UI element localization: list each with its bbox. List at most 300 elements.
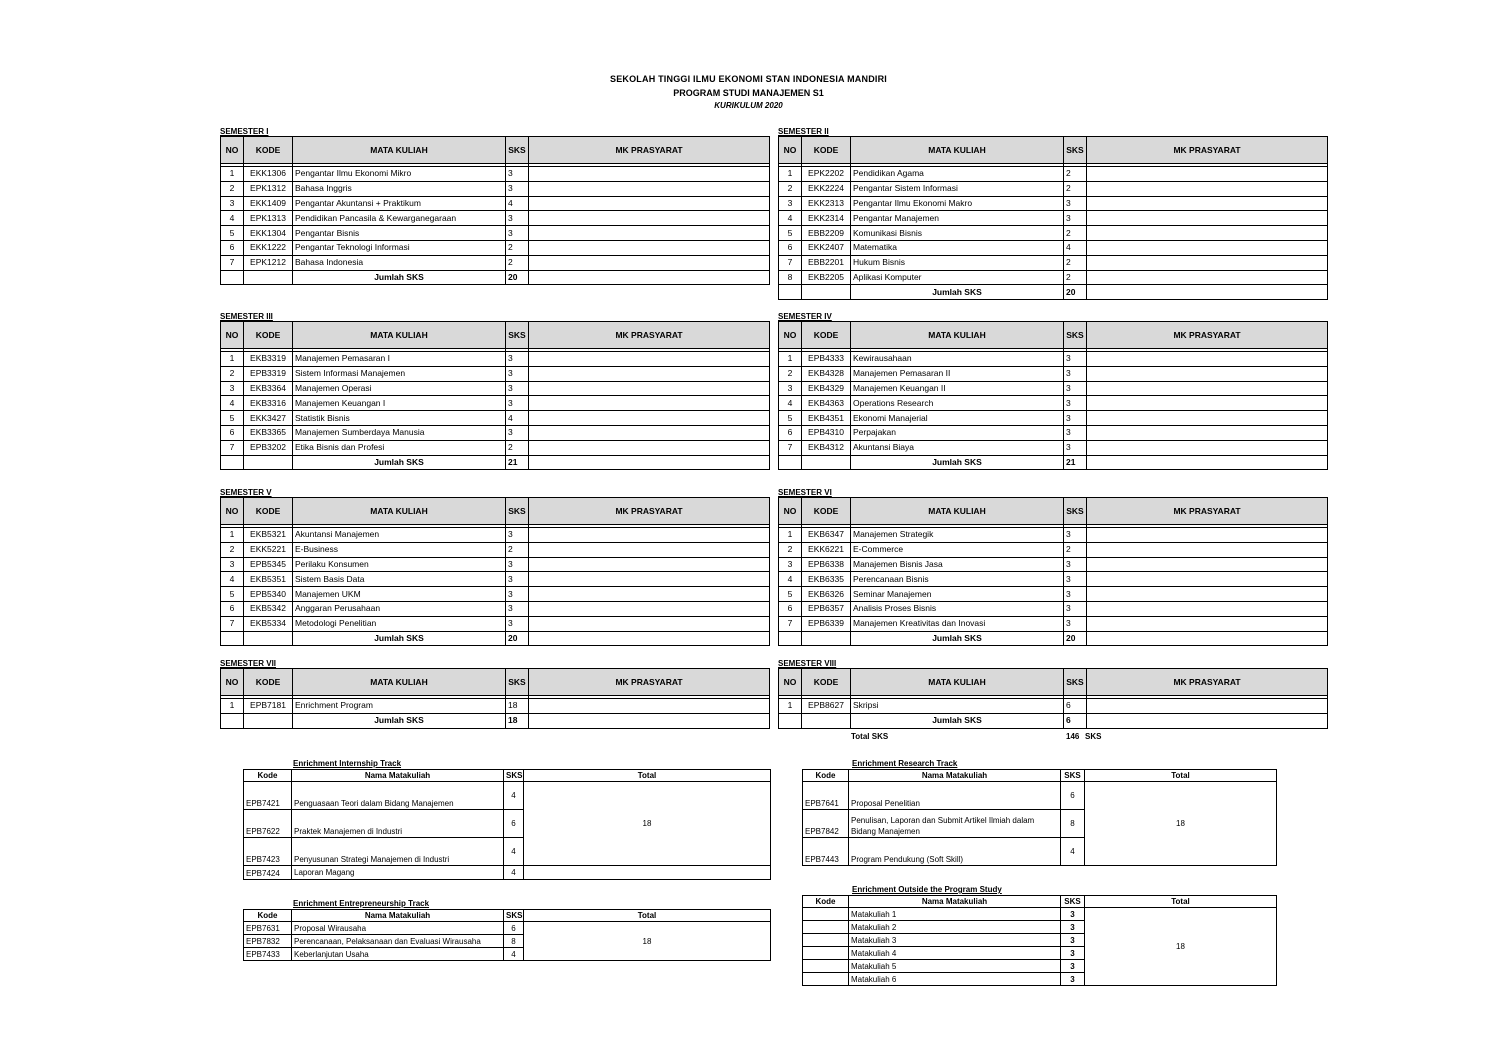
row-sks: 4	[504, 948, 524, 961]
row-no: 1	[779, 528, 802, 543]
row-kode: EKB5351	[244, 572, 293, 587]
row-kode: EPB3319	[244, 366, 293, 381]
row-sks: 3	[1061, 908, 1085, 921]
col-mk-header: MATA KULIAH	[851, 322, 1064, 349]
row-no: 1	[779, 699, 802, 714]
col-kode-header: KODE	[802, 322, 851, 349]
total-prasyarat	[1087, 285, 1328, 300]
table-row	[779, 572, 1328, 587]
row-nama: Matakuliah 3	[849, 934, 1061, 947]
row-no: 3	[779, 557, 802, 572]
row-no: 3	[779, 196, 802, 211]
total-sks: 20	[1064, 631, 1087, 646]
row-prasyarat	[1087, 699, 1328, 714]
semester-block	[778, 488, 1328, 646]
row-kode: EKB5334	[244, 616, 293, 631]
row-kode: EKB3364	[244, 381, 293, 396]
col-kode-header: Kode	[244, 770, 292, 782]
total-sks: 6	[1064, 713, 1087, 728]
row-mata-kuliah: Pengantar Ilmu Ekonomi Makro	[851, 196, 1064, 211]
row-kode: EBB2201	[802, 255, 851, 270]
col-mk-header: MATA KULIAH	[293, 498, 506, 525]
row-kode: EKB4328	[802, 366, 851, 381]
table-row	[779, 196, 1328, 211]
grand-total-value: 146	[1066, 732, 1080, 741]
row-sks: 3	[1064, 587, 1087, 602]
table-row	[221, 425, 770, 440]
row-kode: EKB3316	[244, 396, 293, 411]
row-sks: 8	[504, 935, 524, 948]
semester-table	[220, 136, 770, 285]
row-prasyarat	[1087, 587, 1328, 602]
col-sks-header: SKS	[506, 137, 529, 164]
row-kode: EKK1222	[244, 240, 293, 255]
row-sks: 3	[1061, 960, 1085, 973]
row-sks: 3	[1064, 211, 1087, 226]
table-row	[779, 699, 1328, 714]
row-mata-kuliah: Perilaku Konsumen	[293, 557, 506, 572]
table-row	[779, 240, 1328, 255]
row-mata-kuliah: Manajemen Strategik	[851, 528, 1064, 543]
col-prasyarat-header: MK PRASYARAT	[529, 322, 770, 349]
row-mata-kuliah: E-Commerce	[851, 542, 1064, 557]
row-prasyarat	[529, 181, 770, 196]
total-prasyarat	[1087, 631, 1328, 646]
track-total: 18	[524, 922, 771, 961]
total-sks: 21	[506, 455, 529, 470]
row-sks: 3	[506, 601, 529, 616]
col-kode-header: KODE	[244, 322, 293, 349]
row-prasyarat	[529, 396, 770, 411]
row-prasyarat	[1087, 601, 1328, 616]
row-no: 5	[779, 411, 802, 426]
row-mata-kuliah: Kewirausahaan	[851, 352, 1064, 367]
total-blank	[244, 713, 293, 728]
total-prasyarat	[529, 713, 770, 728]
table-header-row	[803, 770, 1277, 782]
semester-table	[220, 497, 770, 646]
row-kode: EKK1409	[244, 196, 293, 211]
row-mata-kuliah: Matematika	[851, 240, 1064, 255]
row-no: 7	[779, 440, 802, 455]
row-prasyarat	[529, 542, 770, 557]
row-prasyarat	[1087, 181, 1328, 196]
row-prasyarat	[529, 366, 770, 381]
row-nama: Matakuliah 2	[849, 921, 1061, 934]
row-kode: EKB3319	[244, 352, 293, 367]
row-no: 3	[221, 196, 244, 211]
semester-table	[778, 136, 1328, 300]
total-blank	[802, 713, 851, 728]
row-prasyarat	[1087, 352, 1328, 367]
row-kode: EKB6326	[802, 587, 851, 602]
row-kode: EBB2209	[802, 226, 851, 241]
row-prasyarat	[1087, 240, 1328, 255]
table-row	[221, 699, 770, 714]
table-row	[221, 167, 770, 182]
enrichment-title: Enrichment Research Track	[852, 759, 958, 768]
row-sks: 3	[506, 167, 529, 182]
total-blank	[244, 455, 293, 470]
row-no: 2	[221, 366, 244, 381]
row-sks: 4	[1061, 838, 1085, 866]
row-kode: EKK5221	[244, 542, 293, 557]
semester-table	[220, 321, 770, 470]
total-row	[779, 713, 1328, 728]
table-row	[779, 226, 1328, 241]
row-kode: EKK3427	[244, 411, 293, 426]
row-sks: 3	[1064, 411, 1087, 426]
table-row	[779, 181, 1328, 196]
row-no: 6	[221, 601, 244, 616]
row-sks: 3	[1064, 616, 1087, 631]
table-row	[221, 240, 770, 255]
table-row	[244, 922, 771, 935]
row-mata-kuliah: Manajemen Sumberdaya Manusia	[293, 425, 506, 440]
row-no: 2	[221, 181, 244, 196]
row-kode: EKK1306	[244, 167, 293, 182]
row-sks: 2	[1064, 167, 1087, 182]
table-row	[221, 557, 770, 572]
table-header-row	[221, 669, 770, 696]
col-mk-header: MATA KULIAH	[293, 137, 506, 164]
row-kode: EPB7832	[244, 935, 292, 948]
col-kode-header: Kode	[803, 770, 849, 782]
row-kode: EPB7181	[244, 699, 293, 714]
row-prasyarat	[529, 240, 770, 255]
row-sks: 3	[506, 352, 529, 367]
row-mata-kuliah: Operations Research	[851, 396, 1064, 411]
row-prasyarat	[1087, 366, 1328, 381]
row-kode: EPB4310	[802, 425, 851, 440]
total-sks: 20	[1064, 285, 1087, 300]
grand-total-label: Total SKS	[851, 732, 889, 741]
row-sks: 3	[506, 211, 529, 226]
col-prasyarat-header: MK PRASYARAT	[1087, 322, 1328, 349]
table-header-row	[803, 896, 1277, 908]
total-row	[779, 285, 1328, 300]
row-mata-kuliah: Anggaran Perusahaan	[293, 601, 506, 616]
row-kode	[803, 934, 849, 947]
col-no-header: NO	[221, 669, 244, 696]
track-total: 18	[1085, 908, 1277, 986]
row-sks: 3	[1064, 572, 1087, 587]
row-nama: Proposal Wirausaha	[292, 922, 504, 935]
row-prasyarat	[529, 352, 770, 367]
table-row	[221, 255, 770, 270]
row-kode: EPK1212	[244, 255, 293, 270]
col-sks-header: SKS	[504, 770, 524, 782]
row-kode: EKB4312	[802, 440, 851, 455]
row-mata-kuliah: Pendidikan Pancasila & Kewarganegaraan	[293, 211, 506, 226]
row-nama: Matakuliah 4	[849, 947, 1061, 960]
total-sks: 20	[506, 631, 529, 646]
table-row	[221, 601, 770, 616]
row-kode: EKB6347	[802, 528, 851, 543]
semester-block	[220, 659, 770, 729]
row-kode: EPB6339	[802, 616, 851, 631]
row-nama: Praktek Manajemen di Industri	[292, 810, 504, 838]
row-prasyarat	[529, 226, 770, 241]
row-kode: EKB4351	[802, 411, 851, 426]
row-kode: EPB7433	[244, 948, 292, 961]
col-mk-header: MATA KULIAH	[851, 669, 1064, 696]
row-mata-kuliah: Sistem Basis Data	[293, 572, 506, 587]
row-kode: EKK6221	[802, 542, 851, 557]
row-no: 6	[221, 425, 244, 440]
row-prasyarat	[1087, 542, 1328, 557]
row-prasyarat	[529, 425, 770, 440]
col-no-header: NO	[779, 137, 802, 164]
row-prasyarat	[529, 587, 770, 602]
total-prasyarat	[529, 455, 770, 470]
row-prasyarat	[529, 699, 770, 714]
table-row	[779, 542, 1328, 557]
table-row	[779, 270, 1328, 285]
row-no: 3	[779, 381, 802, 396]
semester-block	[220, 488, 770, 646]
row-no: 4	[779, 396, 802, 411]
table-row	[221, 587, 770, 602]
row-kode: EPK2202	[802, 167, 851, 182]
curriculum-year: KURIKULUM 2020	[714, 101, 783, 110]
row-kode: EPB7423	[244, 838, 292, 866]
semester-block	[778, 659, 1328, 729]
row-sks: 4	[506, 196, 529, 211]
row-no: 2	[779, 542, 802, 557]
col-nama-header: Nama Matakuliah	[849, 770, 1061, 782]
row-kode: EKK2224	[802, 181, 851, 196]
row-sks: 3	[1061, 973, 1085, 986]
col-prasyarat-header: MK PRASYARAT	[1087, 137, 1328, 164]
total-blank	[221, 270, 244, 285]
row-sks: 2	[1064, 226, 1087, 241]
row-prasyarat	[1087, 425, 1328, 440]
table-row	[779, 381, 1328, 396]
row-mata-kuliah: Bahasa Indonesia	[293, 255, 506, 270]
row-kode: EPB3202	[244, 440, 293, 455]
row-sks: 4	[504, 782, 524, 810]
row-no: 7	[779, 616, 802, 631]
row-sks: 3	[1064, 528, 1087, 543]
row-sks: 6	[504, 922, 524, 935]
total-label: Jumlah SKS	[293, 631, 506, 646]
row-kode: EPB7641	[803, 782, 849, 810]
row-prasyarat	[529, 440, 770, 455]
row-nama: Penguasaan Teori dalam Bidang Manajemen	[292, 782, 504, 810]
col-sks-header: SKS	[1064, 498, 1087, 525]
row-prasyarat	[1087, 226, 1328, 241]
table-row	[221, 396, 770, 411]
row-no: 5	[779, 587, 802, 602]
col-no-header: NO	[221, 498, 244, 525]
row-no: 6	[221, 240, 244, 255]
table-row	[244, 782, 771, 810]
total-prasyarat	[1087, 713, 1328, 728]
row-prasyarat	[529, 601, 770, 616]
enrichment-entrepreneurship-block	[243, 899, 770, 961]
row-kode: EPB6338	[802, 557, 851, 572]
row-sks: 8	[1061, 810, 1085, 838]
row-sks: 3	[1061, 947, 1085, 960]
row-prasyarat	[529, 255, 770, 270]
row-mata-kuliah: Manajemen Bisnis Jasa	[851, 557, 1064, 572]
col-sks-header: SKS	[506, 669, 529, 696]
row-kode: EKK1304	[244, 226, 293, 241]
table-row	[779, 366, 1328, 381]
row-kode: EPB4333	[802, 352, 851, 367]
row-kode: EPB7622	[244, 810, 292, 838]
row-mata-kuliah: Metodologi Penelitian	[293, 616, 506, 631]
row-no: 3	[221, 381, 244, 396]
total-label: Jumlah SKS	[851, 713, 1064, 728]
row-kode: EKB6335	[802, 572, 851, 587]
row-sks: 18	[506, 699, 529, 714]
semester-title: SEMESTER VII	[220, 659, 277, 668]
total-label: Jumlah SKS	[851, 285, 1064, 300]
row-nama: Penulisan, Laporan dan Submit Artikel Ilmiah dalam Bidang Manajemen	[849, 810, 1061, 838]
track-total-blank	[524, 866, 771, 880]
row-prasyarat	[1087, 167, 1328, 182]
grand-total-unit: SKS	[1085, 732, 1102, 741]
row-prasyarat	[529, 381, 770, 396]
col-mk-header: MATA KULIAH	[293, 669, 506, 696]
row-kode: EPB8627	[802, 699, 851, 714]
row-sks: 4	[504, 838, 524, 866]
row-mata-kuliah: Manajemen Keuangan I	[293, 396, 506, 411]
row-nama: Keberlanjutan Usaha	[292, 948, 504, 961]
row-mata-kuliah: E-Business	[293, 542, 506, 557]
row-kode: EKB3365	[244, 425, 293, 440]
table-row	[779, 411, 1328, 426]
table-row	[779, 211, 1328, 226]
program-title: PROGRAM STUDI MANAJEMEN S1	[673, 88, 824, 98]
row-sks: 3	[506, 381, 529, 396]
table-row	[221, 411, 770, 426]
institution-title: SEKOLAH TINGGI ILMU EKONOMI STAN INDONESIA MANDIRI	[610, 74, 887, 84]
semester-block	[220, 312, 770, 470]
row-prasyarat	[1087, 440, 1328, 455]
total-label: Jumlah SKS	[851, 455, 1064, 470]
col-total-header: Total	[1085, 770, 1277, 782]
row-kode: EPB7424	[244, 866, 292, 880]
col-sks-header: SKS	[504, 910, 524, 922]
semester-title: SEMESTER VIII	[778, 659, 837, 668]
row-sks: 6	[504, 810, 524, 838]
semester-title: SEMESTER I	[220, 127, 269, 136]
col-kode-header: Kode	[803, 896, 849, 908]
col-sks-header: SKS	[506, 498, 529, 525]
total-sks: 18	[506, 713, 529, 728]
row-sks: 4	[1064, 240, 1087, 255]
col-no-header: NO	[221, 137, 244, 164]
row-mata-kuliah: Manajemen Kreativitas dan Inovasi	[851, 616, 1064, 631]
table-row	[779, 396, 1328, 411]
row-no: 5	[779, 226, 802, 241]
row-sks: 2	[506, 542, 529, 557]
row-prasyarat	[529, 572, 770, 587]
row-mata-kuliah: Pengantar Ilmu Ekonomi Mikro	[293, 167, 506, 182]
row-mata-kuliah: Analisis Proses Bisnis	[851, 601, 1064, 616]
row-prasyarat	[1087, 255, 1328, 270]
table-row	[803, 908, 1277, 921]
row-kode: EKB5321	[244, 528, 293, 543]
row-mata-kuliah: Manajemen Operasi	[293, 381, 506, 396]
row-sks: 3	[1064, 366, 1087, 381]
row-kode: EKB4363	[802, 396, 851, 411]
total-blank	[802, 455, 851, 470]
row-sks: 3	[1064, 557, 1087, 572]
row-sks: 3	[506, 528, 529, 543]
row-sks: 2	[506, 255, 529, 270]
table-header-row	[221, 322, 770, 349]
row-sks: 2	[1064, 542, 1087, 557]
row-prasyarat	[1087, 557, 1328, 572]
col-mk-header: MATA KULIAH	[851, 137, 1064, 164]
row-sks: 4	[506, 411, 529, 426]
row-sks: 3	[1061, 921, 1085, 934]
table-row	[221, 181, 770, 196]
row-sks: 2	[506, 440, 529, 455]
row-mata-kuliah: Perencanaan Bisnis	[851, 572, 1064, 587]
row-nama: Penyusunan Strategi Manajemen di Industri	[292, 838, 504, 866]
row-sks: 3	[1064, 396, 1087, 411]
total-blank	[221, 455, 244, 470]
table-row	[244, 866, 771, 880]
total-blank	[779, 455, 802, 470]
row-no: 1	[779, 352, 802, 367]
row-mata-kuliah: Skripsi	[851, 699, 1064, 714]
row-kode	[803, 960, 849, 973]
enrichment-research-block	[802, 759, 1276, 866]
row-sks: 6	[1061, 782, 1085, 810]
row-sks: 2	[506, 240, 529, 255]
row-prasyarat	[1087, 616, 1328, 631]
row-mata-kuliah: Akuntansi Manajemen	[293, 528, 506, 543]
table-header-row	[221, 137, 770, 164]
col-no-header: NO	[779, 322, 802, 349]
total-sks: 21	[1064, 455, 1087, 470]
row-kode: EPK1312	[244, 181, 293, 196]
total-row	[221, 270, 770, 285]
semester-title: SEMESTER III	[220, 312, 273, 321]
row-nama: Proposal Penelitian	[849, 782, 1061, 810]
total-row	[779, 455, 1328, 470]
row-no: 7	[779, 255, 802, 270]
row-no: 1	[221, 352, 244, 367]
row-kode: EKK2314	[802, 211, 851, 226]
row-sks: 3	[1064, 425, 1087, 440]
col-sks-header: SKS	[1061, 896, 1085, 908]
row-mata-kuliah: Pengantar Sistem Informasi	[851, 181, 1064, 196]
total-blank	[779, 285, 802, 300]
row-prasyarat	[1087, 411, 1328, 426]
row-sks: 3	[1061, 934, 1085, 947]
row-kode: EPK1313	[244, 211, 293, 226]
row-mata-kuliah: Enrichment Program	[293, 699, 506, 714]
row-prasyarat	[1087, 396, 1328, 411]
total-blank	[802, 285, 851, 300]
table-row	[779, 167, 1328, 182]
row-mata-kuliah: Akuntansi Biaya	[851, 440, 1064, 455]
row-no: 4	[221, 396, 244, 411]
row-nama: Laporan Magang	[292, 866, 504, 880]
enrichment-outside-block	[802, 885, 1276, 986]
row-no: 1	[221, 699, 244, 714]
col-no-header: NO	[779, 669, 802, 696]
col-mk-header: MATA KULIAH	[293, 322, 506, 349]
total-prasyarat	[529, 270, 770, 285]
